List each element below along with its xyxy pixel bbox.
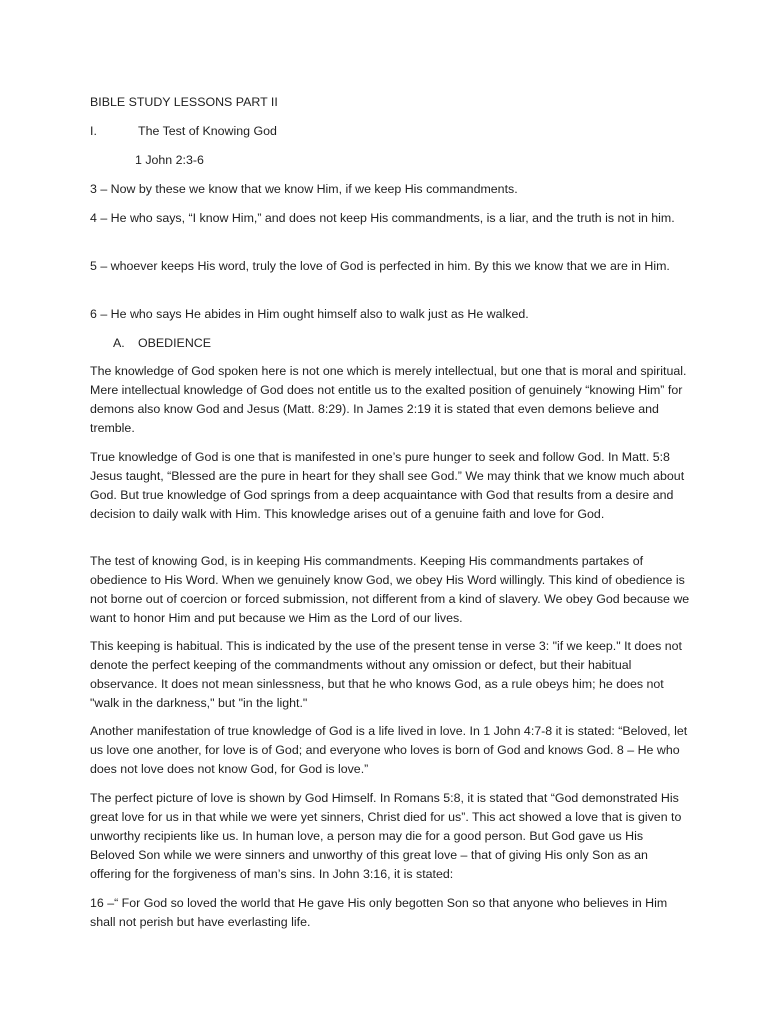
verse-john-3-16: 16 –“ For God so loved the world that He gave His only begotten Son so that anyone who believes in Him shall not perish but have everlasting life.	[90, 896, 668, 929]
section-title: The Test of Knowing God	[138, 124, 277, 138]
paragraph-keeping-commandments: The test of knowing God, is in keeping His commandments. Keeping His commandments partakes of obedience to His Word. When we genuinely know God, we obey His Word willingly. This kind of obedience is not borne out of coercion or forced submission, not different from a kind of slavery. We obey God because we want to honor Him and put because we Him as the Lord of our lives.	[90, 554, 690, 625]
paragraph-intellectual-knowledge: The knowledge of God spoken here is not one which is merely intellectual, but one that is moral and spiritual. Mere intellectual knowledge of God does not entitle us to the exalted position of genuinely “knowing Him” for demons also know God and Jesus (Matt. 8:29). In James 2:19 it is stated that even demons believe and tremble.	[90, 364, 687, 435]
paragraph-life-of-love: Another manifestation of true knowledge of God is a life lived in love. In 1 John 4:7-8 it is stated: “Beloved, let us love one another, for love is of God; and everyone who loves is born of God and knows God. 8 – He who does not love does not know God, for God is love.”	[90, 724, 688, 776]
document-title: BIBLE STUDY LESSONS PART II	[90, 95, 278, 109]
subsection-letter: A.	[113, 336, 125, 350]
scripture-reference: 1 John 2:3-6	[135, 153, 204, 167]
section-number: I.	[90, 124, 97, 138]
paragraph-picture-of-love: The perfect picture of love is shown by God Himself. In Romans 5:8, it is stated that “God demonstrated His great love for us in that while we were yet sinners, Christ died for us”. This act showed a love that is given to unworthy recipients like us. In human love, a person may die for a good person. But God gave us His Beloved Son while we were sinners and unworthy of this great love – that of giving His only Son as an offering for the forgiveness of man’s sins. In John 3:16, it is stated:	[90, 791, 682, 881]
verse-5: 5 – whoever keeps His word, truly the love of God is perfected in him. By this we know that we are in Him.	[90, 259, 670, 273]
verse-4: 4 – He who says, “I know Him,” and does not keep His commandments, is a liar, and the truth is not in him.	[90, 211, 675, 225]
paragraph-habitual-keeping: This keeping is habitual. This is indicated by the use of the present tense in verse 3: "if we keep." It does not denote the perfect keeping of the commandments without any omission or defect, but their habitual observance. It does not mean sinlessness, but that he who knows God, as a rule obeys him; he does not "walk in the darkness," but "in the light."	[90, 639, 682, 710]
verse-6: 6 – He who says He abides in Him ought himself also to walk just as He walked.	[90, 307, 529, 321]
paragraph-true-knowledge: True knowledge of God is one that is manifested in one’s pure hunger to seek and follow God. In Matt. 5:8 Jesus taught, “Blessed are the pure in heart for they shall see God.” We may think that we know much about God. But true knowledge of God springs from a deep acquaintance with God that results from a desire and decision to daily walk with Him. This knowledge arises out of a genuine faith and love for God.	[90, 450, 685, 521]
verse-3: 3 – Now by these we know that we know Him, if we keep His commandments.	[90, 182, 518, 196]
subsection-title: OBEDIENCE	[138, 336, 211, 350]
